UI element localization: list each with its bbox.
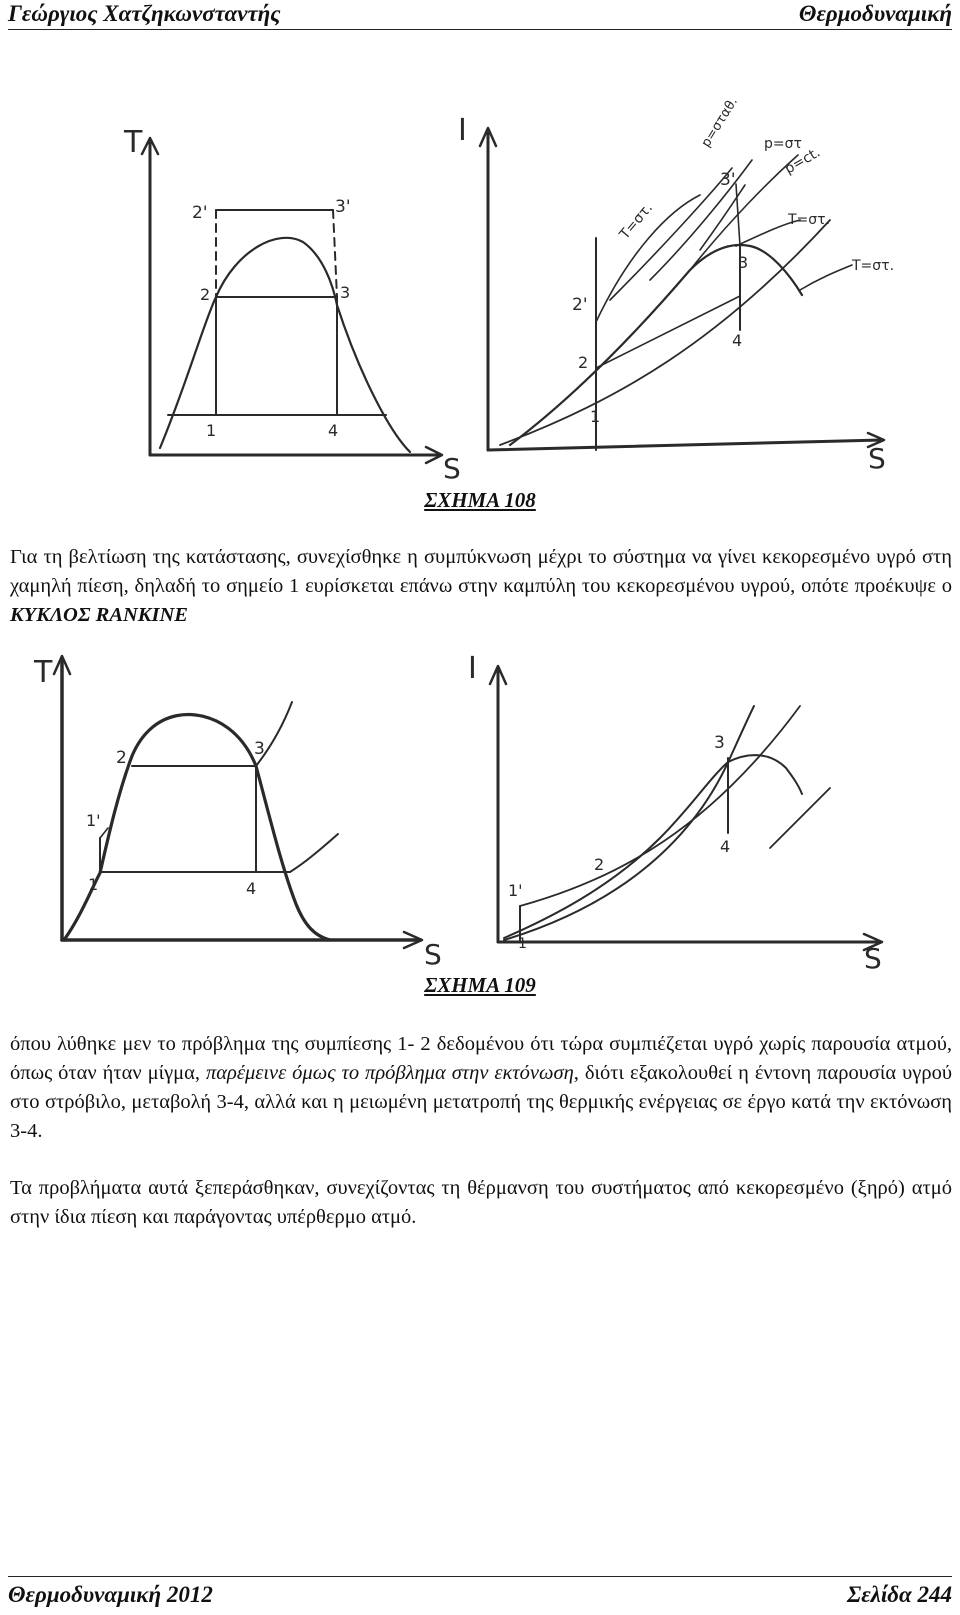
- ts108-axis-y-label: T: [124, 125, 143, 160]
- page-footer: [8, 1576, 952, 1612]
- is109-point-1: 1: [518, 936, 527, 952]
- is108-axis-y-label: I: [458, 113, 467, 148]
- ts108-point-2: 2: [200, 285, 211, 304]
- is108-isobar-label-b: p=στ: [764, 136, 802, 152]
- is108-isobar-label-a: p=σταθ.: [698, 94, 742, 151]
- ts108-point-1: 1: [206, 421, 217, 440]
- figure-109-ts-diagram: [20, 648, 460, 971]
- is108-isotherm-label-b: T=στ.: [788, 212, 831, 228]
- is108-isobar-low: [500, 220, 830, 445]
- ts109-point-2: 2: [116, 748, 127, 768]
- is108-isobar-label-c: p=ct.: [782, 144, 824, 178]
- is108-point-2p: 2': [572, 295, 588, 315]
- figure-109-is-diagram: [470, 648, 910, 973]
- page-header: [8, 0, 952, 30]
- ts109-point-3: 3: [254, 739, 265, 759]
- ts109-point-1: 1: [88, 875, 99, 894]
- header-subject: Θερμοδυναμική: [798, 1, 952, 26]
- ts108-axis-x-label: S: [443, 452, 461, 485]
- is109-point-2: 2: [594, 855, 605, 874]
- paragraph-1-text: Για τη βελτίωση της κατάστασης, συνεχίσθηκε η συμπύκνωση μέχρι το σύστημα να γίνει κεκορεσμένο υγρό στη χαμηλή πίεση, δηλαδή το σημείο 1 ευρίσκεται επάνω στην καμπύλη του κεκορεσμένου υγρού, οπότε προέκυψε ο: [10, 546, 952, 597]
- footer-page-number: Σελίδα 244: [846, 1581, 952, 1607]
- header-author: Γεώργιος Χατζηκωνσταντής: [8, 1, 281, 26]
- is108-point-4: 4: [732, 331, 743, 350]
- paragraph-2-part-2: , διότι εξακολουθεί η έντονη παρουσία υγρού στο στρόβιλο, μεταβολή 3-4, αλλά και η μειωμένη μετατροπή της θερμικής ενέργειας σε έργο κατά την εκτόνωση 3-4.: [10, 1062, 952, 1142]
- is109-axis-y-label: I: [468, 651, 477, 686]
- is108-isotherm-3: [800, 265, 852, 290]
- paragraph-3: Τα προβλήματα αυτά ξεπεράσθηκαν, συνεχίζοντας τη θέρμανση του συστήματος από κεκορεσμένο (ξηρό) ατμό στην ίδια πίεση και παράγοντας υπέρθερμο ατμό.: [10, 1177, 952, 1228]
- is109-axis-x-label: S: [864, 942, 882, 975]
- ts108-dashed-3p: [333, 210, 337, 297]
- ts108-point-3p: 3': [335, 197, 351, 217]
- ts108-point-4: 4: [328, 421, 339, 440]
- figure-108-ts-diagram: [118, 60, 478, 485]
- figure-108-is-diagram: [458, 94, 900, 480]
- ts108-point-2p: 2': [192, 203, 208, 223]
- ts109-point-4: 4: [246, 879, 257, 898]
- is108-isotherm-label-c: T=στ.: [852, 258, 895, 274]
- is109-point-1p: 1': [508, 881, 523, 900]
- is109-point-3: 3: [714, 733, 725, 753]
- paragraph-2-part-1: όπου λύθηκε μεν το πρόβλημα της συμπίεσης 1- 2 δεδομένου ότι τώρα συμπιέζεται υγρό χωρίς παρουσία ατμού, όπως όταν ήταν μίγμα,: [10, 1033, 952, 1084]
- footer-left: Θερμοδυναμική 2012: [8, 1581, 213, 1607]
- is109-point-4: 4: [720, 837, 731, 856]
- is108-isotherm-label-a: T=στ.: [616, 200, 657, 243]
- is108-point-3: 3: [738, 253, 749, 272]
- paragraph-1: [10, 543, 952, 630]
- paragraph-2-italic: παρέμεινε όμως το πρόβλημα στην εκτόνωση: [206, 1062, 574, 1084]
- ts109-point-1p: 1': [86, 811, 101, 830]
- figure-108-caption: ΣΧΗΜΑ 108: [424, 488, 536, 512]
- ts109-axis-y-label: T: [34, 655, 53, 690]
- rankine-cycle-emphasis: ΚΥΚΛΟΣ RANKINE: [10, 604, 188, 626]
- figure-109-caption: ΣΧΗΜΑ 109: [424, 973, 536, 997]
- ts108-point-3: 3: [340, 283, 351, 302]
- is108-point-3p: 3': [720, 170, 736, 190]
- ts109-saturation-dome: [64, 715, 330, 940]
- paragraph-2: [10, 1030, 952, 1146]
- ts109-axis-x-label: S: [424, 938, 442, 971]
- is108-axis-x-label: S: [868, 442, 886, 475]
- ts108-saturation-dome: [160, 238, 410, 452]
- is108-point-2: 2: [578, 353, 589, 372]
- is108-point-1: 1: [590, 407, 601, 426]
- is109-saturation-curve: [504, 755, 802, 938]
